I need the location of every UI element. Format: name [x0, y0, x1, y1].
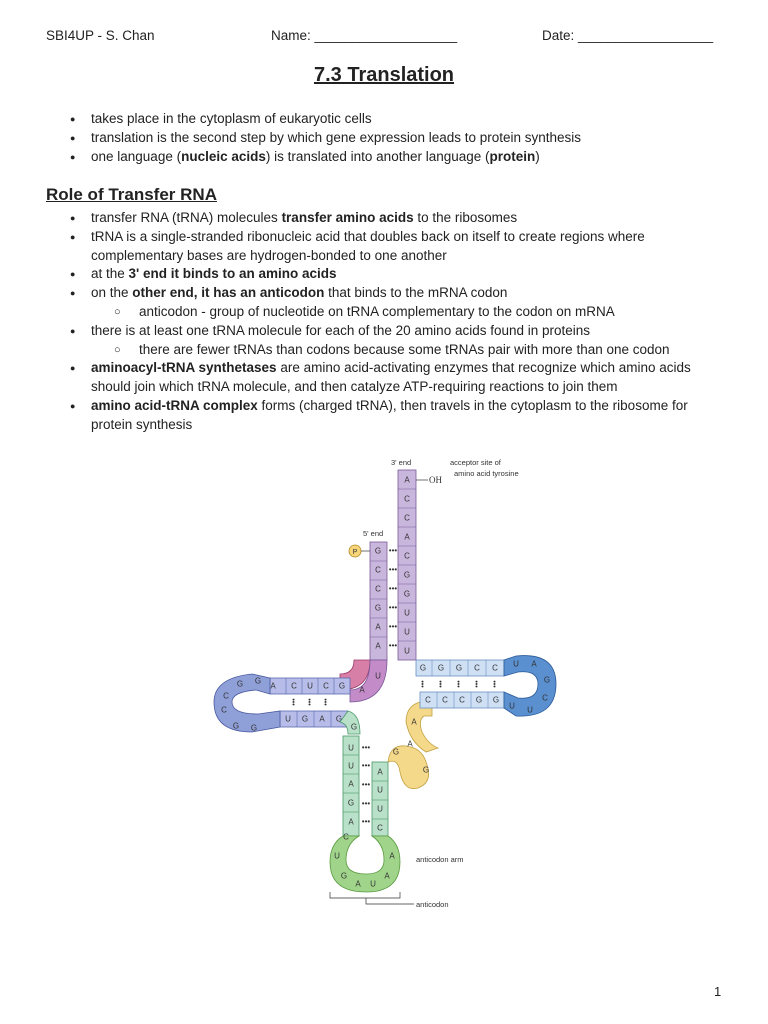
svg-text:G: G: [347, 798, 355, 808]
svg-text:U: U: [513, 659, 519, 669]
svg-text:•••: •••: [321, 698, 328, 706]
svg-text:A: A: [270, 681, 276, 691]
page-title: 7.3 Translation: [313, 64, 455, 86]
svg-text:G: G: [374, 603, 382, 613]
svg-text:G: G: [543, 675, 551, 685]
svg-text:•••: •••: [388, 565, 398, 574]
svg-text:G: G: [301, 714, 309, 724]
svg-text:U: U: [527, 705, 533, 715]
svg-text:•••: •••: [388, 546, 398, 555]
label-5-end: 5' end: [363, 529, 384, 538]
svg-text:A: A: [531, 659, 537, 669]
svg-text:•••: •••: [436, 680, 443, 688]
svg-text:•••: •••: [305, 698, 312, 706]
svg-text:A: A: [355, 879, 361, 889]
svg-text:G: G: [250, 723, 258, 733]
svg-text:G: G: [335, 714, 343, 724]
svg-text:C: C: [404, 551, 410, 561]
trna-cloverleaf-diagram: [200, 452, 580, 912]
svg-text:•••: •••: [472, 680, 479, 688]
list-item: ● tRNA is a single-stranded ribonucleic acid that doubles back on itself to create regions where complementary bases are hydrogen-bonded to one another: [46, 228, 726, 266]
label-acceptor-site-line2: amino acid tyrosine: [454, 469, 519, 478]
svg-text:U: U: [370, 879, 376, 889]
label-anticodon: anticodon: [416, 900, 449, 909]
acceptor-stem-5prime: [370, 542, 397, 660]
svg-text:A: A: [404, 475, 410, 485]
svg-text:A: A: [389, 851, 395, 861]
svg-text:A: A: [348, 779, 354, 789]
svg-text:•••: •••: [454, 680, 461, 688]
list-item: ● transfer RNA (tRNA) molecules transfer amino acids to the ribosomes: [46, 209, 726, 228]
list-item: ● takes place in the cytoplasm of eukaryotic cells: [46, 110, 726, 129]
svg-text:C: C: [425, 695, 431, 705]
section-title: Role of Transfer RNA: [46, 185, 217, 204]
svg-text:C: C: [404, 494, 410, 504]
trna-bullet-list: [46, 209, 726, 435]
svg-text:C: C: [474, 663, 480, 673]
svg-text:A: A: [375, 641, 381, 651]
svg-text:A: A: [404, 532, 410, 542]
svg-text:C: C: [442, 695, 448, 705]
sub-list-item: ○ there are fewer tRNAs than codons because some tRNAs pair with more than one codon: [46, 341, 726, 360]
svg-text:C: C: [291, 681, 297, 691]
svg-text:G: G: [374, 546, 382, 556]
svg-text:A: A: [411, 717, 417, 727]
list-item: ● one language (nucleic acids) is translated into another language (protein): [46, 148, 726, 167]
svg-text:G: G: [403, 589, 411, 599]
label-3-end: 3' end: [391, 458, 412, 467]
name-field-label: Name: ___________________: [271, 28, 458, 43]
svg-text:U: U: [509, 701, 515, 711]
svg-text:•••: •••: [388, 584, 398, 593]
svg-text:A: A: [377, 767, 383, 777]
svg-text:C: C: [404, 513, 410, 523]
svg-text:•••: •••: [361, 743, 371, 752]
sub-list-item: ○ anticodon - group of nucleotide on tRNA complementary to the codon on mRNA: [46, 303, 726, 322]
svg-text:G: G: [350, 722, 358, 732]
label-anticodon-arm: anticodon arm: [416, 855, 464, 864]
svg-text:C: C: [377, 823, 383, 833]
svg-text:A: A: [348, 817, 354, 827]
svg-text:U: U: [375, 671, 381, 681]
svg-text:U: U: [285, 714, 291, 724]
svg-text:C: C: [542, 693, 548, 703]
svg-text:C: C: [375, 565, 381, 575]
svg-text:C: C: [492, 663, 498, 673]
svg-text:C: C: [459, 695, 465, 705]
variable-loop: [388, 702, 438, 789]
course-label: SBI4UP - S. Chan: [46, 28, 155, 43]
list-item: ● amino acid-tRNA complex forms (charged tRNA), then travels in the cytoplasm to the ribosome for protein synthesis: [46, 397, 726, 435]
svg-text:G: G: [392, 747, 400, 757]
svg-text:U: U: [404, 608, 410, 618]
svg-text:•••: •••: [418, 680, 425, 688]
svg-text:A: A: [384, 871, 390, 881]
svg-text:G: G: [338, 681, 346, 691]
svg-text:C: C: [343, 832, 349, 842]
svg-text:•••: •••: [388, 641, 398, 650]
svg-text:G: G: [232, 721, 240, 731]
svg-text:C: C: [223, 691, 229, 701]
list-item: ● at the 3' end it binds to an amino acids: [46, 265, 726, 284]
svg-text:•••: •••: [361, 761, 371, 770]
list-item: ● on the other end, it has an anticodon that binds to the mRNA codon: [46, 284, 726, 303]
page-number: 1: [714, 984, 722, 999]
svg-text:•••: •••: [361, 817, 371, 826]
svg-text:U: U: [334, 851, 340, 861]
label-oh: OH: [429, 475, 442, 485]
svg-text:G: G: [419, 663, 427, 673]
svg-text:U: U: [348, 743, 354, 753]
svg-text:G: G: [254, 676, 262, 686]
d-arm: [214, 674, 350, 733]
svg-text:G: G: [422, 765, 430, 775]
svg-text:•••: •••: [490, 680, 497, 688]
svg-text:G: G: [236, 679, 244, 689]
svg-text:A: A: [407, 739, 413, 749]
label-phosphate: P: [352, 549, 358, 556]
svg-text:•••: •••: [361, 780, 371, 789]
svg-text:U: U: [404, 646, 410, 656]
svg-text:C: C: [323, 681, 329, 691]
svg-text:G: G: [437, 663, 445, 673]
svg-text:A: A: [359, 685, 365, 695]
svg-text:G: G: [403, 570, 411, 580]
svg-text:•••: •••: [388, 603, 398, 612]
svg-text:C: C: [221, 705, 227, 715]
label-acceptor-site-line1: acceptor site of: [450, 458, 501, 467]
svg-text:U: U: [377, 804, 383, 814]
svg-text:C: C: [375, 584, 381, 594]
date-field-label: Date: __________________: [542, 28, 714, 43]
svg-text:U: U: [404, 627, 410, 637]
svg-text:•••: •••: [289, 698, 296, 706]
svg-text:G: G: [492, 695, 500, 705]
list-item: ● aminoacyl-tRNA synthetases are amino acid-activating enzymes that recognize which amino acids should join which tRNA molecule, and then catalyze ATP-requiring reactions to join them: [46, 359, 726, 397]
svg-text:A: A: [319, 714, 325, 724]
list-item: ● translation is the second step by which gene expression leads to protein synthesis: [46, 129, 726, 148]
svg-text:G: G: [340, 871, 348, 881]
svg-text:U: U: [307, 681, 313, 691]
acceptor-stem-3prime: [398, 470, 416, 660]
t-arm: [416, 656, 556, 717]
svg-text:A: A: [375, 622, 381, 632]
svg-text:•••: •••: [361, 799, 371, 808]
svg-text:U: U: [348, 761, 354, 771]
svg-text:•••: •••: [388, 622, 398, 631]
svg-text:U: U: [377, 785, 383, 795]
svg-text:G: G: [455, 663, 463, 673]
svg-text:G: G: [475, 695, 483, 705]
intro-bullet-list: [46, 110, 726, 166]
list-item: ● there is at least one tRNA molecule for each of the 20 amino acids found in proteins: [46, 322, 726, 341]
